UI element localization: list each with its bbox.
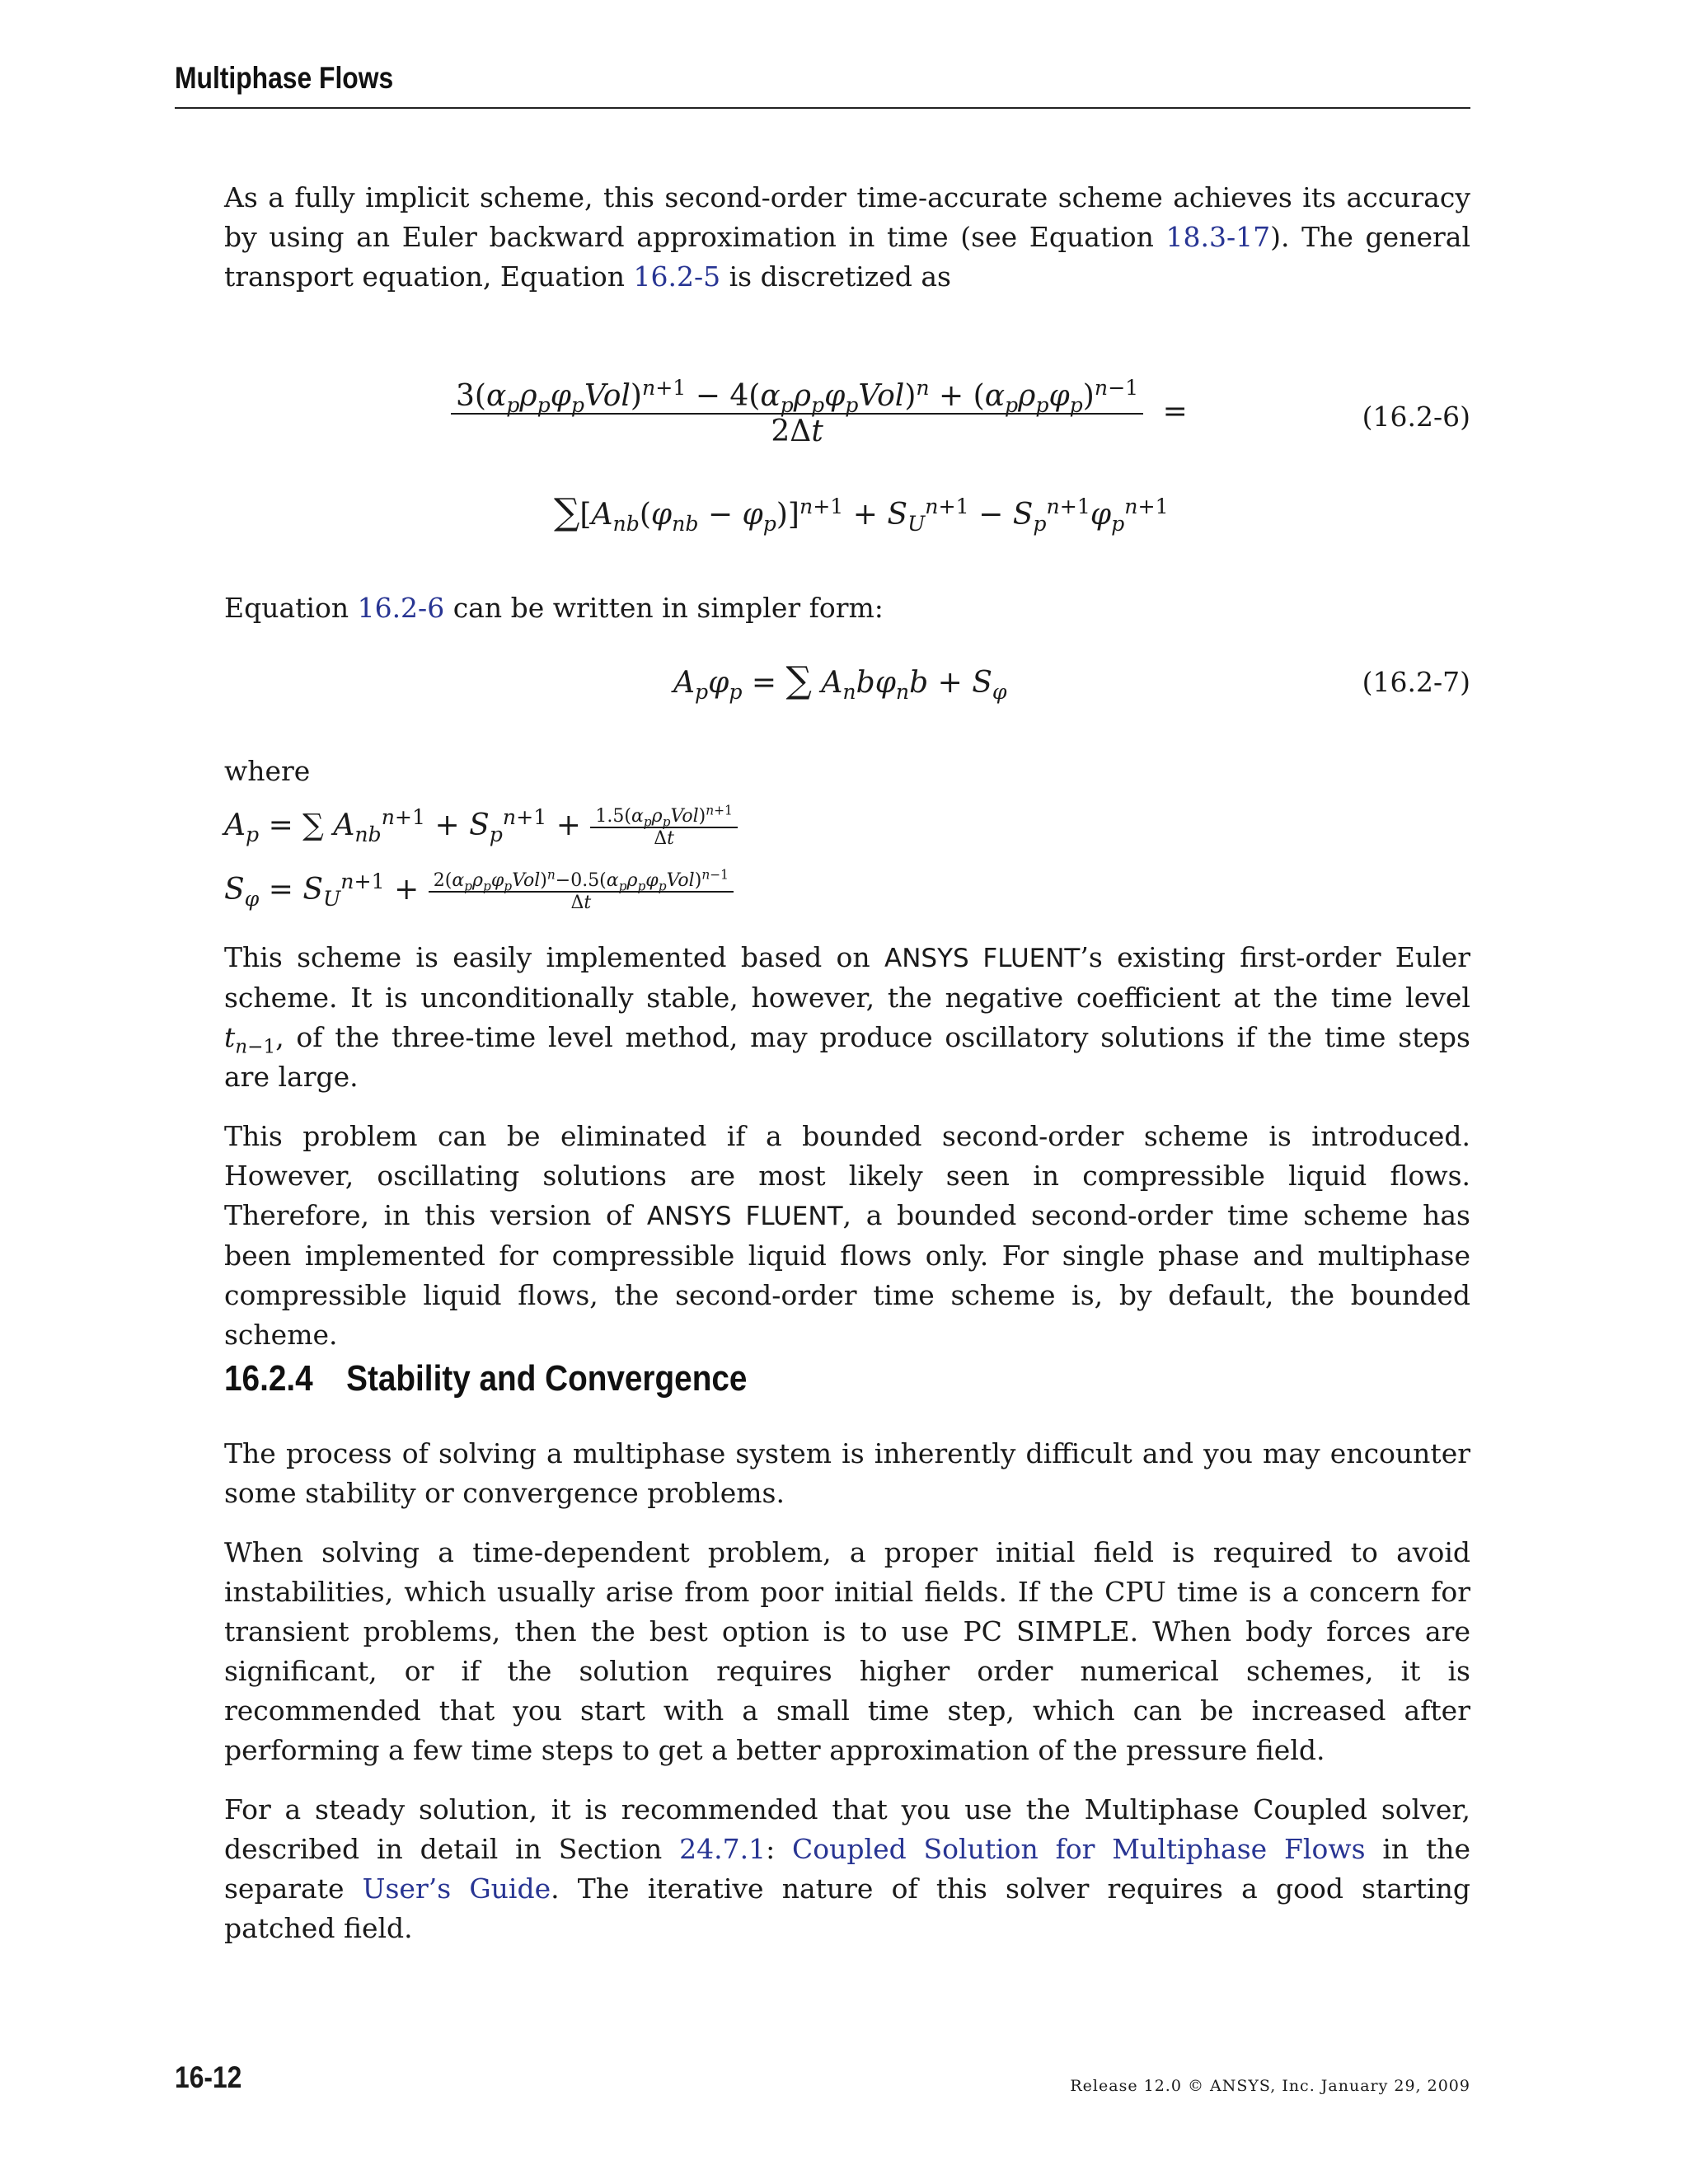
text-run: : [766,1833,793,1865]
text-run: . The iterative nature of this solver requires a good starting patched field. [224,1872,1470,1944]
section-heading [224,1358,747,1399]
equation-lhs: $\frac{3(\alpha_p\rho_p\varphi_pVol)^{n+1} - 4(\alpha_p\rho_p\varphi_pVol)^n + (\alpha_p\rho_p\varphi_p)^{n-1}}{2\Delta t}$ = [451,379,1188,448]
product-name: ANSYS FLUENT [646,1202,843,1231]
text-run: As a fully implicit scheme, this second-order time-accurate scheme achieves its accuracy by using an Euler backward approximation in time (see Equation [224,181,1470,253]
users-guide-link[interactable]: User’s Guide [362,1872,551,1905]
text-run: Equation [224,592,358,624]
equation-number: (16.2-7) [1362,666,1470,698]
equation-link-18-3-17[interactable]: 18.3-17 [1165,221,1271,253]
time-dependent-paragraph: When solving a time-dependent problem, a proper initial field is required to avoid instabilities, which usually arise from poor initial fields. If the CPU time is a concern for transient problems, then the best option is to use PC SIMPLE. When body forces are significant, or if the solution requires higher order numerical schemes, it is recommended that you start with a small time step, which can be increased after performing a few time steps to get a better approximation of the pressure field. [224,1536,1470,1766]
text-run: is discretized as [720,260,951,293]
equation-16-2-7 [224,659,1470,709]
text-run: This scheme is easily implemented based on [224,941,885,973]
equation-link-16-2-6[interactable]: 16.2-6 [357,592,445,624]
section-body [224,1434,1470,1968]
text-run: For a steady solution, it is recommended that you use the Multiphase Coupled solver, described in detail in Section [224,1793,1470,1865]
product-name: ANSYS FLUENT [884,944,1081,973]
page-number: 16-12 [175,2060,242,2094]
equation-expression: $A_p\varphi_p$ = ∑ $A_nb\varphi_nb + S_\varphi$ [673,659,1007,705]
section-number: 16.2.4 [224,1358,313,1399]
header-rule [175,107,1470,109]
stability-paragraph: This scheme is easily implemented based on ANSYS FLUENT’s existing first-order Euler scheme. It is unconditionally stable, however, the negative coefficient at the time level $t_{n-1}$, of the three-time level method, may produce oscillatory solutions if the time steps are large. [224,941,1470,1093]
bounded-scheme-paragraph [224,1117,1470,1355]
ap-definition: $A_p$ = ∑ $A_{nb}^{n+1} + S_p^{n+1}$ + $\frac{1.5(\alpha_p\rho_pVol)^{n+1}}{\Delta t}$ [224,806,738,849]
text-run: ’s existing first-order Euler scheme. It is unconditionally stable, however, the negative coefficient at the time level [224,941,1470,1014]
steady-solution-paragraph [224,1790,1470,1948]
scheme-discussion [224,938,1470,1375]
where-text: where [224,755,311,787]
section-link-24-7-1[interactable]: 24.7.1 [679,1833,767,1865]
text-run: in the separate [224,1833,1470,1905]
coupled-solution-link[interactable]: Coupled Solution for Multiphase Flows [792,1833,1366,1865]
text-run: This problem can be eliminated if a bounded second-order scheme is introduced. However, oscillating solutions are most likely seen in compressible liquid flows. Therefore, in this version of [224,1120,1470,1231]
text-run: ). The general transport equation, Equation [224,221,1470,293]
sphi-definition: $S_\varphi = S_U^{n+1}$ + $\frac{2(\alpha_p\rho_p\varphi_pVol)^n-0.5(\alpha_p\rho_p\varphi_pVol)^{n-1}}{\Delta t}$ [224,870,734,913]
section-title: Stability and Convergence [346,1358,748,1399]
text-run: , a bounded second-order time scheme has been implemented for compressible liquid flows only. For single phase and multiphase compressible liquid flows, the second-order time scheme is, by default, the bounded scheme. [224,1199,1470,1351]
equation-link-16-2-5[interactable]: 16.2-5 [633,260,721,293]
simpler-form-paragraph [224,588,1470,648]
text-run: can be written in simpler form: [444,592,884,624]
release-notice: Release 12.0 © ANSYS, Inc. January 29, 2009 [1070,2077,1470,2095]
equation-rhs: $\sum[A_{nb}(\varphi_{nb} - \varphi_p)]^{n+1} + S_U^{n+1} - S_p^{n+1}\varphi_p^{n+1}$ [554,491,1169,537]
intro-paragraph [224,178,1470,316]
equation-16-2-6 [224,376,1470,544]
text-run: , of the three-time level method, may produce oscillatory solutions if the time steps are large. [224,1021,1470,1093]
equation-number: (16.2-6) [1362,401,1470,433]
process-paragraph: The process of solving a multiphase system is inherently difficult and you may encounter some stability or convergence problems. [224,1437,1470,1509]
running-head: Multiphase Flows [175,61,394,95]
where-label [224,752,1470,811]
